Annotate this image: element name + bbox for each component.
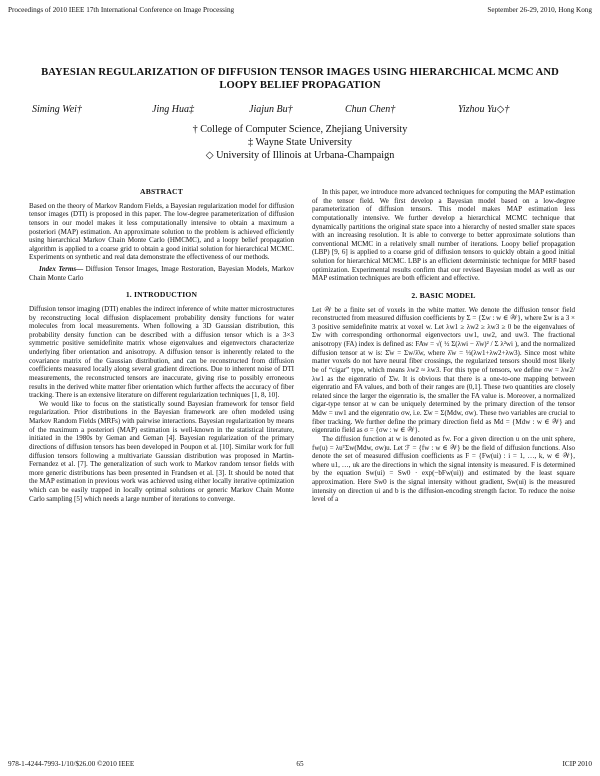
author-4: Chun Chen† [345,104,396,115]
introduction-heading: 1. INTRODUCTION [125,290,198,300]
right-column [312,188,575,504]
page-footer [8,760,592,770]
intro-paragraph-3: In this paper, we introduce more advanced techniques for computing the MAP estimation of the tensor field. We first develop a Bayesian model based on a low-degree parameterization of diffusion tensors. This model makes MAP estimation less computationally intensive. We further develop a hierarchical MCMC technique that dynamically partitions the original state space into a hierarchy of nested smaller state spaces with an increasing resolution. It is able to converge to better approximate solutions than conventional MCMC in a relatively small number of iterations. Loopy belief propagation (LBP) [9, 6] is applied to a coarse grid of diffusion tensors to quickly obtain a good initial solution for hierarchical MCMC. LBP is an efficient deterministic technique for MRF based optimization. Experimental results confirm that our revised Bayesian model as well as our MAP estimation techniques are both efficient and effective. [312,188,575,283]
page-number: 65 [296,760,304,768]
copyright-line: 978-1-4244-7993-1/10/$26.00 ©2010 IEEE [8,760,135,768]
author-1: Siming Wei† [32,104,82,115]
abstract-heading: ABSTRACT [140,187,183,196]
affiliation-2: ‡ Wayne State University [248,136,352,148]
venue-label: ICIP 2010 [562,760,592,768]
left-column [29,188,294,503]
affiliation-1: † College of Computer Science, Zhejiang University [192,124,408,135]
basic-model-heading: 2. BASIC MODEL [411,290,476,300]
index-terms-label: Index Terms— [39,265,84,273]
conference-header: Proceedings of 2010 IEEE 17th International Conference on Image Processing [8,6,235,14]
conference-date: September 26-29, 2010, Hong Kong [487,6,592,14]
intro-paragraph-1: Diffusion tensor imaging (DTI) enables the indirect inference of white matter microstructures by reconstructing local diffusion displacement probability density functions for water molecules from local measurements. When following a 3D Gaussian distribution, this probability density function can be described with a diffusion tensor which is a 3×3 symmetric positive semidefinite matrix whose eigenvalues and eigenvectors characterize underlying fiber orientation and anisotropy. A diffusion tensor is inherently related to the covariance matrix of the Gaussian distribution, and can be reconstructed from diffusion coefficients measured locally along several gradient directions. Due to inherent noise of DTI measurements, the reconstructed tensors are inaccurate, giving rise to possibly erroneous results in the derived white matter fiber orientation which further affects the accuracy of fiber tracking. There is an extensive literature on different regularization techniques [1, 8, 10]. [29,304,294,400]
abstract-body: Based on the theory of Markov Random Fields, a Bayesian regularization model for diffusion tensor images (DTI) is proposed in this paper. The low-degree parameterization of diffusion tensors in our model makes it less computationally intensive to obtain a maximum a posteriori (MAP) estimation. An approximate solution to the problem is achieved efficiently using hierarchical Markov Chain Monte Carlo (HMCMC), and a loopy belief propagation algorithm is applied to a coarse grid to obtain a good initial solution for hierarchical MCMC. Experiments on synthetic and real data demonstrate the effectiveness of our methods. [29,201,294,262]
author-list [30,104,570,118]
affiliation-3: ◇ University of Illinois at Urbana-Champaign [205,149,395,161]
running-header [8,6,592,16]
index-terms [29,265,294,282]
author-3: Jiajun Bu† [249,104,293,115]
index-terms-text: Diffusion Tensor Images, Image Restoration, Bayesian Models, Markov Chain Monte Carlo [29,265,294,282]
author-2: Jing Hua‡ [152,104,194,115]
paper-title: BAYESIAN REGULARIZATION OF DIFFUSION TENSOR IMAGES USING HIERARCHICAL MCMC AND LOOPY BELIEF PROPAGATION [41,67,559,91]
author-5: Yizhou Yu◇† [458,104,510,115]
basic-model-paragraph-2: The diffusion function at w is denoted as fw. For a given direction u on the unit sphere, fw(u) = λuᵀΣw(Mdw, σw)u. Let ℱ = {fw : w ∈ 𝒲} be the field of diffusion functions. Also denote the set of measured diffusion coefficients as F = {Fw(ui) : i = 1, …, k, w ∈ 𝒲}, where u1, …, uk are the directions in which the signal intensity is measured. F is determined by the equation Sw(ui) = Sw0 · exp(−bFw(ui)) and estimated by the least square approximation. Here Sw0 is the signal intensity without gradient, Sw(ui) is the measured intensity on direction ui and b is the diffusion-encoding strength factor. To reduce the noise level of a [312,434,575,504]
affiliations [60,124,540,162]
intro-paragraph-2: We would like to focus on the statistically sound Bayesian framework for tensor field regularization. Prior distributions in the Bayesian framework are often modeled using Markov Random Fields (MRFs) with pairwise interactions. Bayesian regularization by means of the maximum a posteriori (MAP) estimation is well-known in the statistical literature, initiated in the 1980s by Geman and Geman [4]. Bayesian regularization of the primary directions of diffusion tensors has been developed in Poupon et al. [10]. Similar work for full diffusion tensors following a multivariate Gaussian distribution was proposed in Martin-Fernandez et al. [7]. The generalization of such work to Markov random tensor fields with more generic distributions has been presented in Frandsen et al. [3]. It should be noted that the MAP estimation in previous work was achieved using either locally iterative optimization which can be easily trapped in locally optimal solutions or generic Markov Chain Monte Carlo sampling [5] which needs a large number of iterations to converge. [29,399,294,503]
basic-model-paragraph-1: Let 𝒲 be a finite set of voxels in the white matter. We denote the diffusion tensor field reconstructed from measured diffusion coefficients by Σ = {Σw : w ∈ 𝒲}, where Σw is a 3 × 3 positive semidefinite matrix at voxel w. Let λw1 ≥ λw2 ≥ λw3 ≥ 0 be the eigenvalues of Σw with corresponding orthonormal eigenvectors uw1, uw2, and uw3. The fractional anisotropy (FA) index is defined as: FAw = √( ½ Σ(λwi − λ̄w)² / Σ λ²wi ), and the normalized diffusion tensor at w is: Σ̄w = Σw/λ̄w, where λ̄w = ⅓(λw1+λw2+λw3). Since most white matter voxels do not have neural fiber crossings, the regularized tensors should most likely be of “cigar” type, which means λw2 ≈ λw3. For this type of tensors, we define σw = λw2/λw1 as the eigenratio of Σ̄w. It is obvious that there is a one-to-one mapping between eigenratio and FA values, and both of their ranges are (0,1]. These two quantities are closely related since the larger the eigenratio is, the smaller the FA value is. Moreover, a normalized cigar-type tensor at w can be uniquely determined by the primary direction of the tensor Mdw = uw1 and the eigenratio σw, i.e. Σ̄w = Σ(Mdw, σw). These two variables are crucial to fiber tracking. We further define the primary direction field as Md = {Mdw : w ∈ 𝒲} and eigenratio field as σ = {σw : w ∈ 𝒲}. [312,305,575,435]
